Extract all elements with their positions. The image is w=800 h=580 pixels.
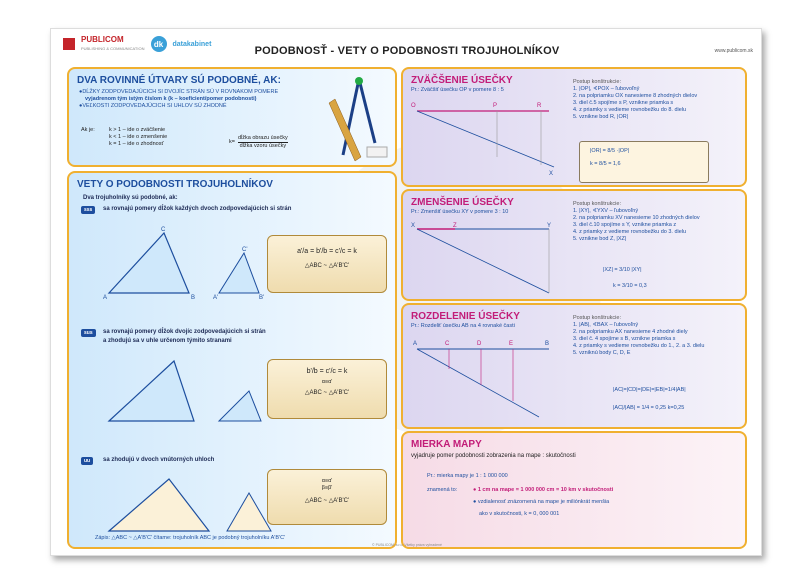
svg-text:X: X [549,171,554,177]
enlarge-construction [409,97,559,187]
datakabinet-logo-icon: dk [151,36,167,52]
sus-badge: sus [81,329,96,337]
svg-text:E: E [509,341,514,347]
divide-formula: |AC|=|CD|=|DE|=|EB|=1/4|AB| [613,387,686,393]
divide-step-3: 3. diel č. 4 spojíme s B, vznikne priamka s [573,336,676,342]
uu-triangles [99,471,279,541]
svg-text:P: P [493,103,498,109]
svg-text:O: O [411,103,416,109]
enlarge-example: Pr.: Zväčšiť úsečku OP v pomere 8 : 5 [411,87,504,93]
reduce-k: k = 3/10 = 0,3 [613,283,647,289]
sss-result: △ABC ~ △A'B'C' [304,263,350,269]
uu-text: sa zhodujú v dvoch vnútorných uhloch [103,457,215,463]
sus-triangles [99,351,279,431]
map-note-2: ako v skutočnosti, k = 0, 000 001 [479,511,560,517]
sus-formula-scroll [267,359,387,419]
sus-angle: α≡α' [321,379,333,385]
divide-step-2: 2. na polpriamku AX nanesieme 4 zhodné diely [573,329,688,335]
uu-formula-beta: β≡β' [321,485,333,491]
svg-text:X: X [411,223,416,229]
uu-formula-alpha: α≡α' [321,478,333,484]
uu-badge: uu [81,457,93,465]
sus-text-2: a zhodujú sa v uhle určenom týmito stranami [103,338,232,344]
panel-theorems [67,171,397,549]
svg-text:B: B [191,295,196,301]
svg-text:C: C [161,227,166,233]
panel-map-scale [401,431,747,549]
sss-triangles [99,223,279,303]
footer-text: © PUBLICOM, s.r.o. Všetky práva vyhradené [372,543,442,547]
reduce-step-4: 4. z priamky z vedieme rovnobežku do 3. dielu [573,229,687,235]
divide-k: |AC|/|AB| = 1/4 = 0,25 k=0,25 [613,405,685,411]
svg-text:B': B' [259,295,265,301]
svg-text:Y: Y [547,223,552,229]
k-less: k < 1 – ide o zmenšenie [109,134,168,140]
page-title: PODOBNOSŤ - VETY O PODOBNOSTI TROJUHOLNÍKOV [254,45,560,57]
similar-line-3: ●VEĽKOSTI ZODPOVEDAJÚCICH SI UHLOV SÚ ZHODNÉ [79,103,227,109]
map-subtitle: vyjadruje pomer podobnosti zobrazenia na mape : skutočnosti [411,453,576,459]
panel-title: ROZDELENIE ÚSEČKY [411,311,520,322]
enlarge-step-5: 5. vznikne bod R, |OR| [573,114,629,120]
enlarge-k: k = 8/5 = 1,6 [590,161,621,167]
map-meaning-label: znamená to: [427,487,458,493]
enlarge-step-2: 2. na polpriamku OX nanesieme 8 zhodných dielov [573,93,698,99]
panel-title: DVA ROVINNÉ ÚTVARY SÚ PODOBNÉ, AK: [77,75,281,86]
reduce-formula: |XZ| = 3/10 |XY| [603,267,642,273]
divide-step-5: 5. vzniknú body C, D, E [573,350,631,356]
poster-sheet [50,28,762,556]
reduce-step-5: 5. vznikne bod Z, |XZ| [573,236,627,242]
sss-badge: sss [81,206,95,214]
sus-result: △ABC ~ △A'B'C' [304,390,350,396]
reduce-step-2: 2. na polpriamku XV nanesieme 10 zhodných dielov [573,215,700,221]
svg-text:C': C' [242,247,248,253]
similar-line-2: vyjadrenom tým istým číslom k (k – koeficient/pomer podobnosti) [85,96,257,102]
k-formula: k= dĺžka obrazu úsečky dĺžka vzoru úsečky [229,135,288,149]
divide-step-1: 1. |AB|, ∢BAX – ľubovoľný [573,322,639,328]
panel-reduce-segment [401,189,747,301]
panel-divide-segment [401,303,747,429]
reduce-steps-title: Postup konštrukcie: [573,201,621,207]
k-greater: k > 1 – ide o zväčšenie [109,127,166,133]
publisher-url: www.publicom.sk [714,48,753,54]
enlarge-step-4: 4. z priamky s vedieme rovnobežku do 8. dielu [573,107,687,113]
similar-line-1: ●DĹŽKY ZODPOVEDAJÚCICH SI DVOJÍC STRÁN SÚ V ROVNAKOM POMERE [79,89,279,95]
k-equal: k = 1 – ide o zhodnosť [109,141,164,147]
panel-title: VETY O PODOBNOSTI TROJUHOLNÍKOV [77,179,273,190]
svg-text:C: C [445,341,450,347]
panel-title: ZMENŠENIE ÚSEČKY [411,197,514,208]
reduce-construction [409,219,559,299]
svg-text:D: D [477,341,482,347]
svg-text:Z: Z [453,223,457,229]
panel-similar-shapes [67,67,397,167]
enlarge-formula: |OR| = 8/5 ·|OP| [590,148,630,154]
divide-construction [409,333,559,423]
notation-note: Zápis: △ABC ~ △A'B'C' čítame: trojuholník ABC je podobný trojuholníku A'B'C' [95,535,286,541]
theorems-intro: Dva trojuholníky sú podobné, ak: [83,195,178,201]
panel-title: MIERKA MAPY [411,439,482,450]
divide-step-4: 4. z priamky s vedieme rovnobežku do 1., 2. a 3. dielu [573,343,705,349]
sus-formula: b'/b = c'/c = k [306,368,348,375]
svg-text:A: A [103,295,108,301]
sss-formula-scroll [267,235,387,293]
reduce-step-1: 1. |XY|, ∢YXV – ľubovoľný [573,208,639,214]
uu-result: △ABC ~ △A'B'C' [304,498,350,504]
svg-text:B: B [545,341,550,347]
sss-text: sa rovnajú pomery dĺžok každých dvoch zodpovedajúcich si strán [103,206,292,212]
divide-steps-title: Postup konštrukcie: [573,315,621,321]
panel-title: ZVÄČŠENIE ÚSEČKY [411,75,513,86]
publicom-logo-text: PUBLICOM PUBLISHING & COMMUNICATION [81,35,145,51]
sus-text-1: sa rovnajú pomery dĺžok dvojíc zodpovedajúcich si strán [103,329,266,335]
sss-formula: a'/a = b'/b = c'/c = k [297,248,357,255]
enlarge-formula-book [579,141,709,183]
datakabinet-logo-text: datakabinet [172,40,212,48]
uu-formula-scroll [267,469,387,525]
map-example: Pr.: mierka mapy je 1 : 1 000 000 [427,473,508,479]
enlarge-steps-title: Postup konštrukcie: [573,79,621,85]
compass-pencil-icon [321,73,391,163]
enlarge-step-3: 3. diel č.5 spojíme s P, vznikne priamka s [573,100,674,106]
map-meaning: ● 1 cm na mape = 1 000 000 cm = 10 km v skutočnosti [473,487,614,493]
enlarge-step-1: 1. |OP|, ∢POX – ľubovoľný [573,86,640,92]
k-label: Ak je: [81,127,95,133]
svg-text:R: R [537,103,542,109]
map-note-1: ● vzdialenosť znázornená na mape je miliónkrát menšia [473,499,610,505]
divide-example: Pr.: Rozdeliť úsečku AB na 4 rovnaké časti [411,323,515,329]
poster-header [51,29,763,63]
panel-enlarge-segment [401,67,747,187]
svg-text:A: A [413,341,418,347]
reduce-step-3: 3. diel č.10 spojíme s Y, vznikne priamka z [573,222,677,228]
reduce-example: Pr.: Zmenšiť úsečku XY v pomere 3 : 10 [411,209,509,215]
svg-text:A': A' [213,295,219,301]
